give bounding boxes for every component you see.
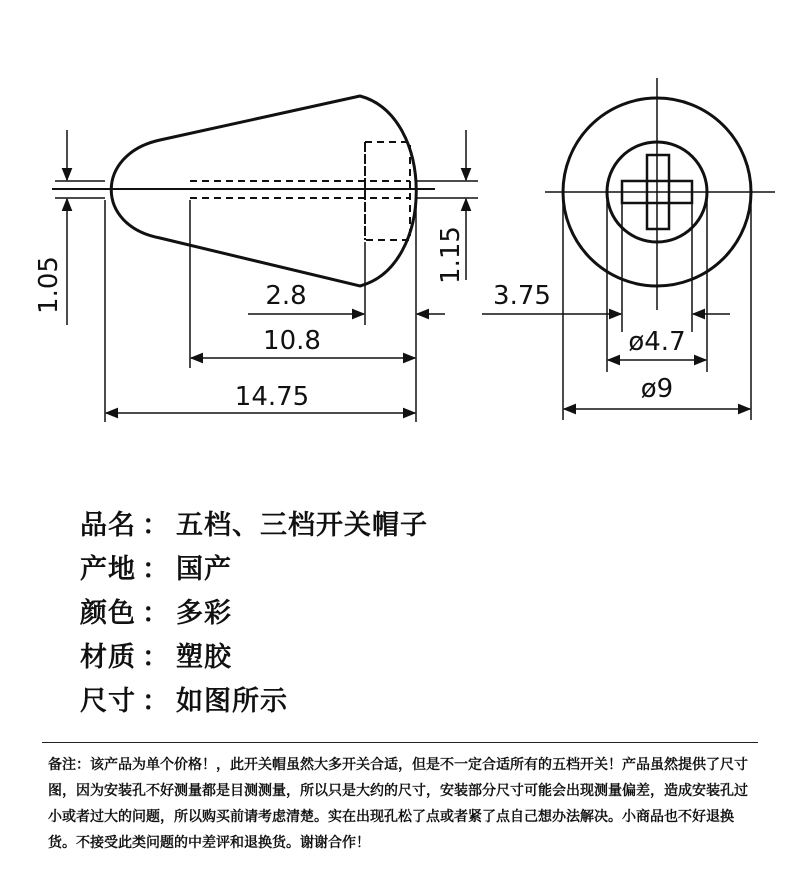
label-dim-inner-diameter: ø4.7 bbox=[628, 327, 686, 357]
spec-size bbox=[80, 679, 288, 718]
spec-separator: ： bbox=[142, 510, 170, 541]
spec-separator: ： bbox=[142, 642, 170, 673]
disclaimer-note: 备注：该产品为单个价格！，此开关帽虽然大多开关合适，但是不一定合适所有的五档开关！产品虽然提供了尺寸图，因为安装孔不好测量都是目测测量，所以只是大约的尺寸，安装部分尺寸可能会出现测量偏差，造成安装孔过小或者过大的问题，所以购买前请考虑清楚。实在出现孔松了点或者紧了点自己想办法解决。小商品也不好退换货。不接受此类问题的中差评和退换货。谢谢合作！ bbox=[48, 757, 748, 851]
spec-material bbox=[80, 635, 232, 674]
spec-value: 塑胶 bbox=[176, 642, 232, 673]
label-dim-hole-depth: 10.8 bbox=[263, 326, 321, 356]
label-dim-slot-height: 1.15 bbox=[436, 226, 466, 284]
spec-value: 多彩 bbox=[176, 598, 232, 629]
spec-label: 颜色 bbox=[80, 598, 136, 629]
spec-value: 如图所示 bbox=[176, 686, 288, 717]
spec-name bbox=[80, 503, 428, 542]
label-dim-outer-diameter: ø9 bbox=[640, 374, 674, 404]
cap-outline bbox=[111, 96, 416, 286]
spec-label: 材质 bbox=[80, 642, 136, 673]
spec-separator: ： bbox=[142, 554, 170, 585]
spec-label: 品名 bbox=[80, 510, 136, 541]
spec-origin bbox=[80, 547, 232, 586]
cap-hole bbox=[190, 142, 410, 240]
spec-separator: ： bbox=[142, 598, 170, 629]
spec-color bbox=[80, 591, 232, 630]
note-divider bbox=[42, 742, 758, 743]
spec-label: 产地 bbox=[80, 554, 136, 585]
end-centerlines bbox=[545, 78, 775, 310]
label-dim-tip-height: 1.05 bbox=[34, 256, 64, 314]
label-dim-total-length: 14.75 bbox=[234, 382, 310, 412]
end-view bbox=[482, 78, 775, 420]
spec-separator: ： bbox=[142, 686, 170, 717]
label-dim-slot: 2.8 bbox=[265, 281, 307, 311]
spec-value: 五档、三档开关帽子 bbox=[176, 510, 428, 541]
spec-label: 尺寸 bbox=[80, 686, 136, 717]
label-dim-cross-width: 3.75 bbox=[493, 281, 551, 311]
spec-value: 国产 bbox=[176, 554, 232, 585]
side-view bbox=[52, 96, 478, 422]
